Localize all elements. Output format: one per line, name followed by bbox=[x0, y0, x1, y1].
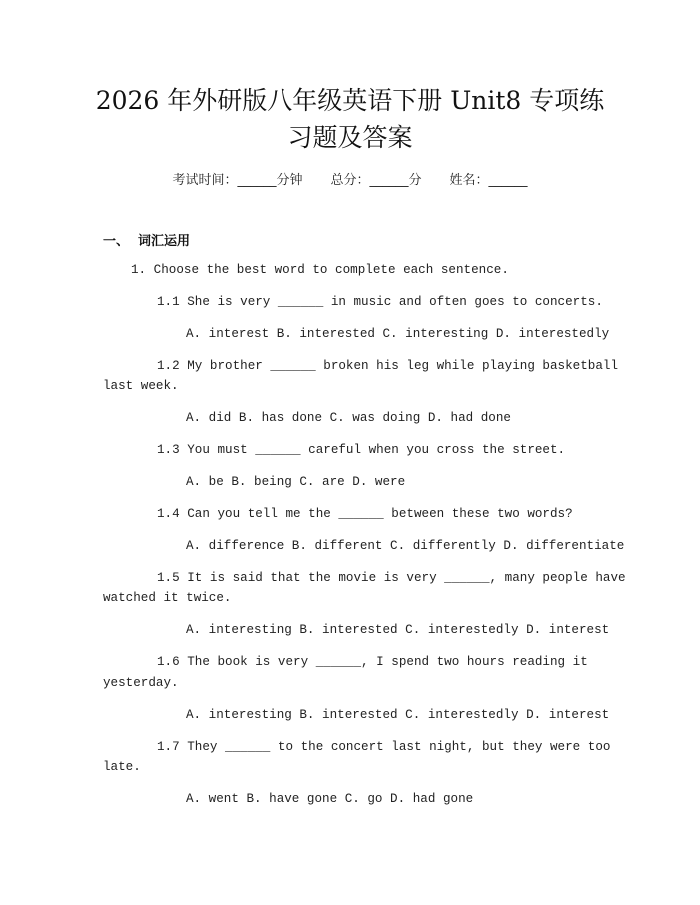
student-name-field: 姓名：______ bbox=[449, 173, 528, 188]
question-line: 1.5 It is said that the movie is very ______, many people have bbox=[157, 571, 626, 585]
question-line: 1.3 You must ______ careful when you cross the street. bbox=[157, 443, 566, 457]
question-line-continued: late. bbox=[103, 760, 141, 774]
question-options: A. be B. being C. are D. were bbox=[186, 475, 406, 489]
question-options: A. difference B. different C. differently D. differentiate bbox=[186, 539, 625, 553]
question-line: 1.2 My brother ______ broken his leg while playing basketball bbox=[157, 359, 619, 373]
question-options: A. interesting B. interested C. interestedly D. interest bbox=[186, 708, 610, 722]
question-line: 1.1 She is very ______ in music and often goes to concerts. bbox=[157, 295, 603, 309]
question-line-continued: yesterday. bbox=[103, 676, 179, 690]
question-line-continued: watched it twice. bbox=[103, 591, 232, 605]
total-score-field: 总分：______分 bbox=[330, 173, 422, 188]
question-options: A. interesting B. interested C. interestedly D. interest bbox=[186, 623, 610, 637]
question-line: 1.6 The book is very ______, I spend two hours reading it bbox=[157, 655, 588, 669]
title-line-1: 2026 年外研版八年级英语下册 Unit8 专项练 bbox=[95, 86, 605, 115]
question-line-continued: last week. bbox=[103, 379, 179, 393]
document-title bbox=[60, 82, 640, 156]
question-instruction: 1. Choose the best word to complete each sentence. bbox=[131, 263, 509, 277]
exam-info-row bbox=[0, 169, 700, 188]
question-options: A. went B. have gone C. go D. had gone bbox=[186, 792, 474, 806]
title-line-2: 习题及答案 bbox=[287, 123, 413, 152]
question-line: 1.4 Can you tell me the ______ between these two words? bbox=[157, 507, 573, 521]
question-options: A. interest B. interested C. interesting D. interestedly bbox=[186, 327, 610, 341]
question-options: A. did B. has done C. was doing D. had done bbox=[186, 411, 511, 425]
section-heading: 一、 词汇运用 bbox=[103, 234, 191, 249]
exam-time-field: 考试时间：______分钟 bbox=[172, 173, 303, 188]
question-line: 1.7 They ______ to the concert last night, but they were too bbox=[157, 740, 611, 754]
